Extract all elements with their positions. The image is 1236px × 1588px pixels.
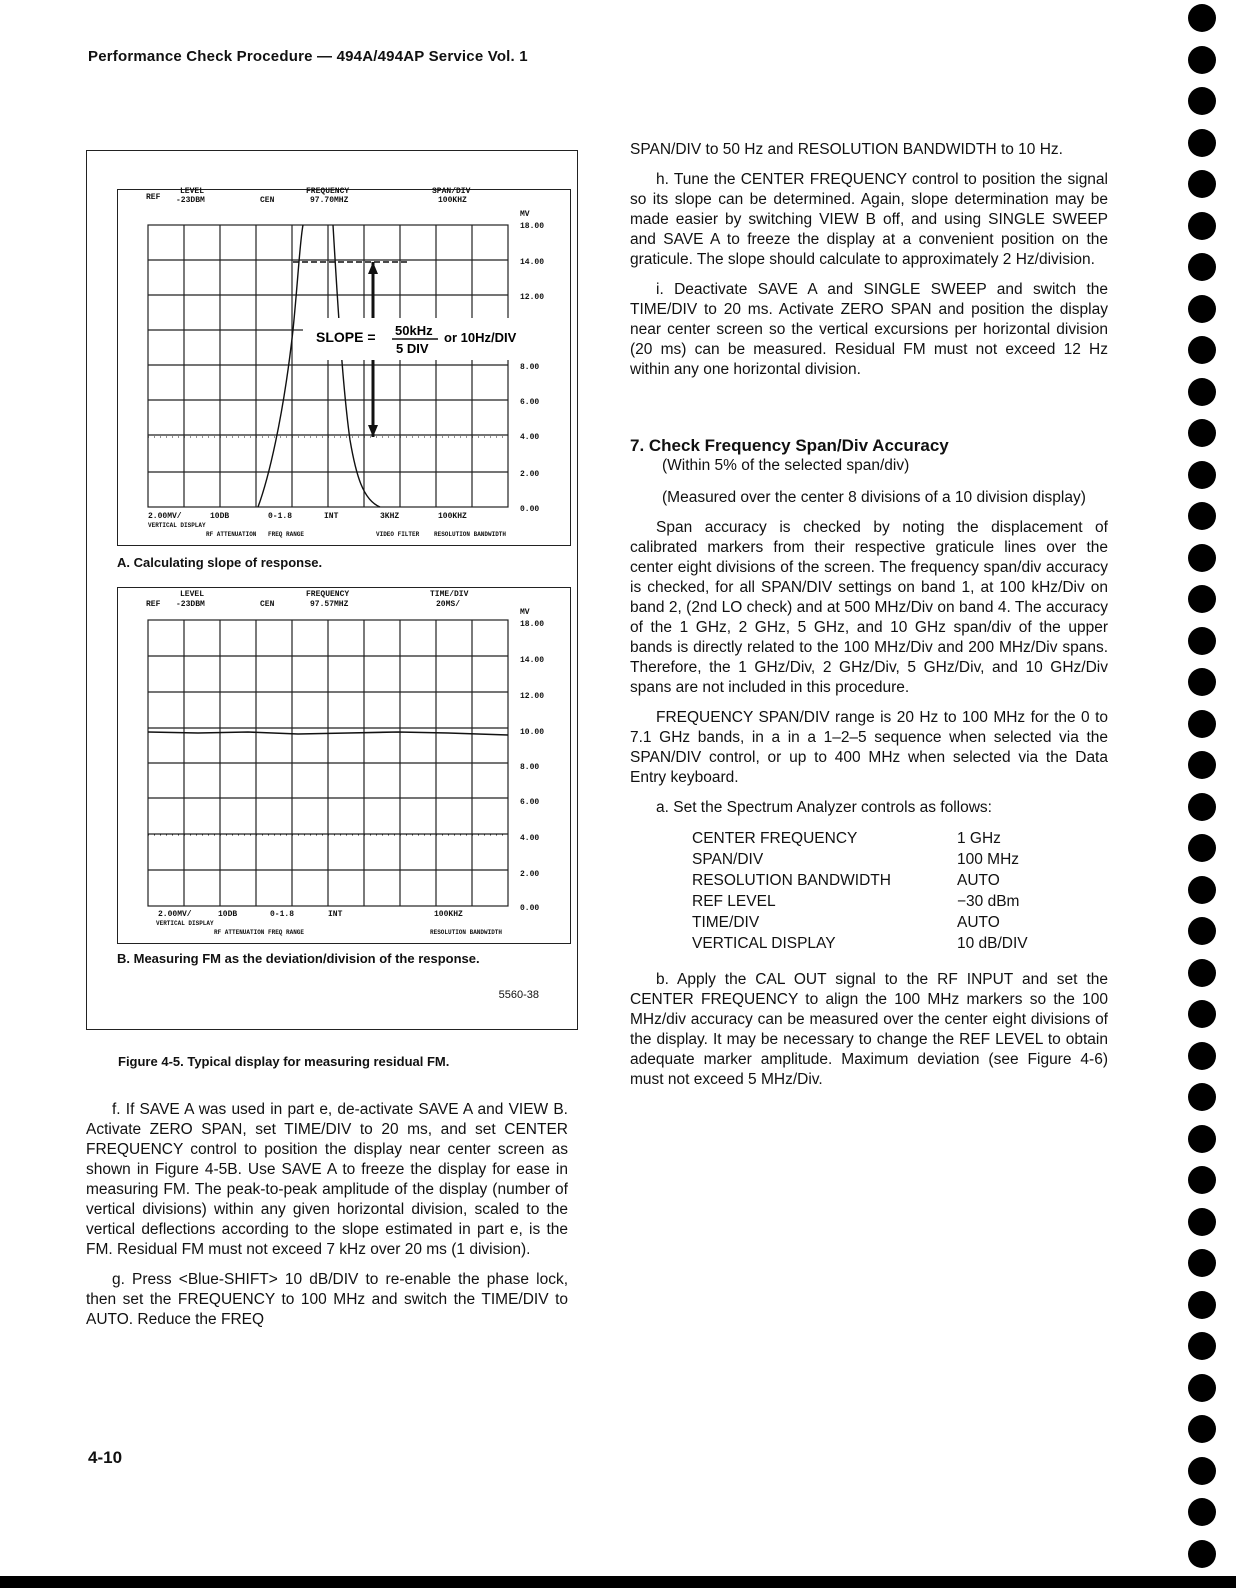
binder-hole <box>1188 170 1216 198</box>
figure-id: 5560-38 <box>498 989 539 1001</box>
readout-range-label: FREQ RANGE <box>268 531 305 538</box>
scale-label: 12.00 <box>520 692 545 701</box>
continued-text: SPAN/DIV to 50 Hz and RESOLUTION BANDWIDTH to 10 Hz. <box>630 141 1063 158</box>
setting-value: 10 dB/DIV <box>957 935 1028 952</box>
binder-hole <box>1188 710 1216 738</box>
binder-hole <box>1188 959 1216 987</box>
setting-value: 100 MHz <box>957 851 1020 868</box>
readout-level-label: LEVEL <box>180 187 205 196</box>
scale-label: 2.00 <box>520 870 540 879</box>
scale-label: 8.00 <box>520 363 540 372</box>
readout-res-label-b: RESOLUTION BANDWIDTH <box>430 929 503 936</box>
slope-denominator: 5 DIV <box>396 341 429 356</box>
readout-video-value: 3KHZ <box>380 512 400 521</box>
readout-res-value-b: 100KHZ <box>434 910 463 919</box>
scale-label: 6.00 <box>520 398 540 407</box>
settings-row <box>692 933 1028 954</box>
binder-hole <box>1188 1332 1216 1360</box>
binder-hole <box>1188 87 1216 115</box>
readout-range-value-b: 0-1.8 <box>270 910 295 919</box>
binder-hole <box>1188 1498 1216 1526</box>
right-column <box>630 140 1108 1100</box>
binder-hole <box>1188 834 1216 862</box>
setting-value: 1 GHz <box>957 830 1001 847</box>
scale-label: 12.00 <box>520 293 545 302</box>
binder-hole <box>1188 336 1216 364</box>
readout-res-label: RESOLUTION BANDWIDTH <box>434 531 507 538</box>
binder-hole <box>1188 295 1216 323</box>
scale-label: 18.00 <box>520 620 545 629</box>
readout-int-b: INT <box>328 910 343 919</box>
scale-label: 2.00 <box>520 470 540 479</box>
scale-label: 4.00 <box>520 433 540 442</box>
readout-freq-label: FREQUENCY <box>306 187 350 196</box>
scale-label: 10.00 <box>520 728 545 737</box>
left-column <box>86 1100 568 1340</box>
step-f: f. If SAVE A was used in part e, de-activate SAVE A and VIEW B. Activate ZERO SPAN, set TIME/DIV to 20 ms, and set CENTER FREQUENCY control to position the display near center screen as shown in Figure 4-5B. Use SAVE A to freeze the display for ease in measuring FM. The peak-to-peak amplitude of the display (number of vertical divisions) within any given horizontal division, scaled to the vertical deflections according to the slope estimated in part e, is the FM. Residual FM must not exceed 7 kHz over 20 ms (1 division). <box>86 1101 568 1258</box>
figure-4-5 <box>86 150 578 1030</box>
step-7-title: 7. Check Frequency Span/Div Accuracy <box>630 436 949 455</box>
readout-time-value-b: 20MS/ <box>436 600 461 609</box>
scope-display-a <box>117 189 571 546</box>
slope-label: SLOPE = <box>316 329 376 345</box>
step-g: g. Press <Blue-SHIFT> 10 dB/DIV to re-enable the phase lock, then set the FREQUENCY to 100 MHz and switch the TIME/DIV to AUTO. Reduce the FREQ <box>86 1271 568 1328</box>
scale-label: 18.00 <box>520 222 545 231</box>
readout-res-value: 100KHZ <box>438 512 467 521</box>
readout-vertical-label: VERTICAL DISPLAY <box>148 522 206 529</box>
binder-hole <box>1188 917 1216 945</box>
caption-a: A. Calculating slope of response. <box>117 555 323 570</box>
scale-label: 4.00 <box>520 834 540 843</box>
scan-edge <box>0 1576 1236 1588</box>
binder-hole <box>1188 668 1216 696</box>
readout-vertical-value-b: 2.00MV/ <box>158 910 192 919</box>
readout-int: INT <box>324 512 339 521</box>
binder-hole <box>1188 1125 1216 1153</box>
binder-hole <box>1188 1083 1216 1111</box>
step-7-subtitle: (Within 5% of the selected span/div) <box>662 457 910 474</box>
step-a: a. Set the Spectrum Analyzer controls as follows: <box>656 799 992 816</box>
readout-atten-value-b: 10DB <box>218 910 238 919</box>
readout-ref: REF <box>146 193 161 202</box>
settings-row <box>692 828 1028 849</box>
readout-freq-value-b: 97.57MHZ <box>310 600 349 609</box>
binder-hole <box>1188 1000 1216 1028</box>
binder-hole <box>1188 627 1216 655</box>
readout-range-label-b: FREQ RANGE <box>268 929 305 936</box>
page-header: Performance Check Procedure — 494A/494AP Service Vol. 1 <box>88 48 528 65</box>
page-number: 4-10 <box>88 1448 123 1467</box>
binder-hole <box>1188 793 1216 821</box>
readout-atten-label-b: RF ATTENUATION <box>214 929 265 936</box>
setting-name: VERTICAL DISPLAY <box>692 935 836 952</box>
binder-hole <box>1188 378 1216 406</box>
readout-atten-value: 10DB <box>210 512 230 521</box>
binder-hole <box>1188 502 1216 530</box>
binder-hole <box>1188 212 1216 240</box>
binder-hole <box>1188 1291 1216 1319</box>
binder-hole <box>1188 1249 1216 1277</box>
span-range-paragraph: FREQUENCY SPAN/DIV range is 20 Hz to 100 MHz for the 0 to 7.1 GHz bands, in a in a 1–2–5 sequence when selected via the SPAN/DIV control, or up to 400 MHz when selected via the Data Entry keyboard. <box>630 709 1108 786</box>
scale-label: 8.00 <box>520 763 540 772</box>
binder-hole <box>1188 1208 1216 1236</box>
readout-span-value: 100KHZ <box>438 196 467 205</box>
scale-label: 14.00 <box>520 656 545 665</box>
readout-level-value: -23DBM <box>176 196 205 205</box>
scale-label: 14.00 <box>520 258 545 267</box>
readout-vertical-value: 2.00MV/ <box>148 512 182 521</box>
binder-hole <box>1188 461 1216 489</box>
readout-freq-label-b: FREQUENCY <box>306 590 350 599</box>
step-h: h. Tune the CENTER FREQUENCY control to position the signal so its slope can be determined. Again, slope determination may be made easier by switching VIEW B off, and using SINGLE SWEEP and SAVE A to freeze the display at a convenient position on the graticule. The slope should calculate to approximately 2 Hz/division. <box>630 171 1108 268</box>
setting-name: CENTER FREQUENCY <box>692 830 858 847</box>
readout-cen: CEN <box>260 196 275 205</box>
binder-hole <box>1188 544 1216 572</box>
settings-table <box>692 828 1028 954</box>
binder-hole <box>1188 46 1216 74</box>
settings-row <box>692 912 1028 933</box>
binder-hole <box>1188 129 1216 157</box>
settings-row <box>692 849 1028 870</box>
scale-label: 6.00 <box>520 798 540 807</box>
binder-hole <box>1188 1457 1216 1485</box>
binder-hole <box>1188 1166 1216 1194</box>
scale-label: MV <box>520 210 530 219</box>
binder-hole <box>1188 1374 1216 1402</box>
step-i: i. Deactivate SAVE A and SINGLE SWEEP and switch the TIME/DIV to 20 ms. Activate ZERO SPAN and position the display near center screen so the vertical excursions per horizontal division (20 ms) can be measured. Residual FM must not exceed 12 Hz within any one horizontal division. <box>630 281 1108 378</box>
readout-level-value-b: -23DBM <box>176 600 205 609</box>
binder-hole <box>1188 419 1216 447</box>
graticule-b <box>118 588 570 943</box>
binder-hole <box>1188 4 1216 32</box>
setting-name: TIME/DIV <box>692 914 760 931</box>
setting-value: AUTO <box>957 914 1000 931</box>
scale-label: 0.00 <box>520 505 540 514</box>
slope-result: or 10Hz/DIV <box>444 330 517 345</box>
readout-cen-b: CEN <box>260 600 275 609</box>
binder-hole <box>1188 876 1216 904</box>
setting-name: RESOLUTION BANDWIDTH <box>692 872 891 889</box>
readout-ref-b: REF <box>146 600 161 609</box>
binder-hole <box>1188 751 1216 779</box>
readout-range-value: 0-1.8 <box>268 512 293 521</box>
span-accuracy-paragraph: Span accuracy is checked by noting the displacement of calibrated markers from their respective graticule lines over the center eight divisions of the screen. The frequency span/div accuracy is checked, for all SPAN/DIV settings on band 1, at 100 kHz/Div on band 2, (2nd LO check) and at 500 MHz/Div on band 4. The accuracy of the 1 GHz, 2 GHz, 5 GHz, and 10 GHz span/div of the upper bands is directly related to the 100 MHz/Div and 200 MHz/Div spans. Therefore, the 1 GHz/Div, 2 GHz/Div, 5 GHz/Div, and 10 GHz/Div spans are not included in this procedure. <box>630 519 1108 696</box>
readout-atten-label: RF ATTENUATION <box>206 531 257 538</box>
readout-vertical-label-b: VERTICAL DISPLAY <box>156 920 214 927</box>
setting-value: AUTO <box>957 872 1000 889</box>
scope-display-b <box>117 587 571 944</box>
settings-row <box>692 870 1028 891</box>
scale-label: MV <box>520 608 530 617</box>
readout-span-label: SPAN/DIV <box>432 187 471 196</box>
binder-hole <box>1188 1042 1216 1070</box>
setting-value: −30 dBm <box>957 893 1020 910</box>
settings-row <box>692 891 1028 912</box>
binder-hole <box>1188 585 1216 613</box>
graticule-a <box>118 190 570 545</box>
scale-label: 0.00 <box>520 904 540 913</box>
binder-holes <box>1188 0 1218 1588</box>
readout-video-label: VIDEO FILTER <box>376 531 420 538</box>
binder-hole <box>1188 253 1216 281</box>
slope-numerator: 50kHz <box>395 323 433 338</box>
readout-freq-value: 97.70MHZ <box>310 196 349 205</box>
readout-level-label-b: LEVEL <box>180 590 205 599</box>
binder-hole <box>1188 1415 1216 1443</box>
measured-note: (Measured over the center 8 divisions of a 10 division display) <box>662 489 1086 506</box>
setting-name: REF LEVEL <box>692 893 776 910</box>
readout-time-label-b: TIME/DIV <box>430 590 469 599</box>
caption-b: B. Measuring FM as the deviation/division of the response. <box>117 951 480 966</box>
setting-name: SPAN/DIV <box>692 851 764 868</box>
step-b: b. Apply the CAL OUT signal to the RF INPUT and set the CENTER FREQUENCY to align the 100 MHz markers so the 100 MHz/div accuracy can be measured over the center eight divisions of the display. It may be necessary to change the REF LEVEL to obtain adequate marker amplitude. Maximum deviation (see Figure 4-6) must not exceed 5 MHz/Div. <box>630 971 1108 1088</box>
binder-hole <box>1188 1540 1216 1568</box>
figure-caption: Figure 4-5. Typical display for measuring residual FM. <box>118 1054 450 1069</box>
